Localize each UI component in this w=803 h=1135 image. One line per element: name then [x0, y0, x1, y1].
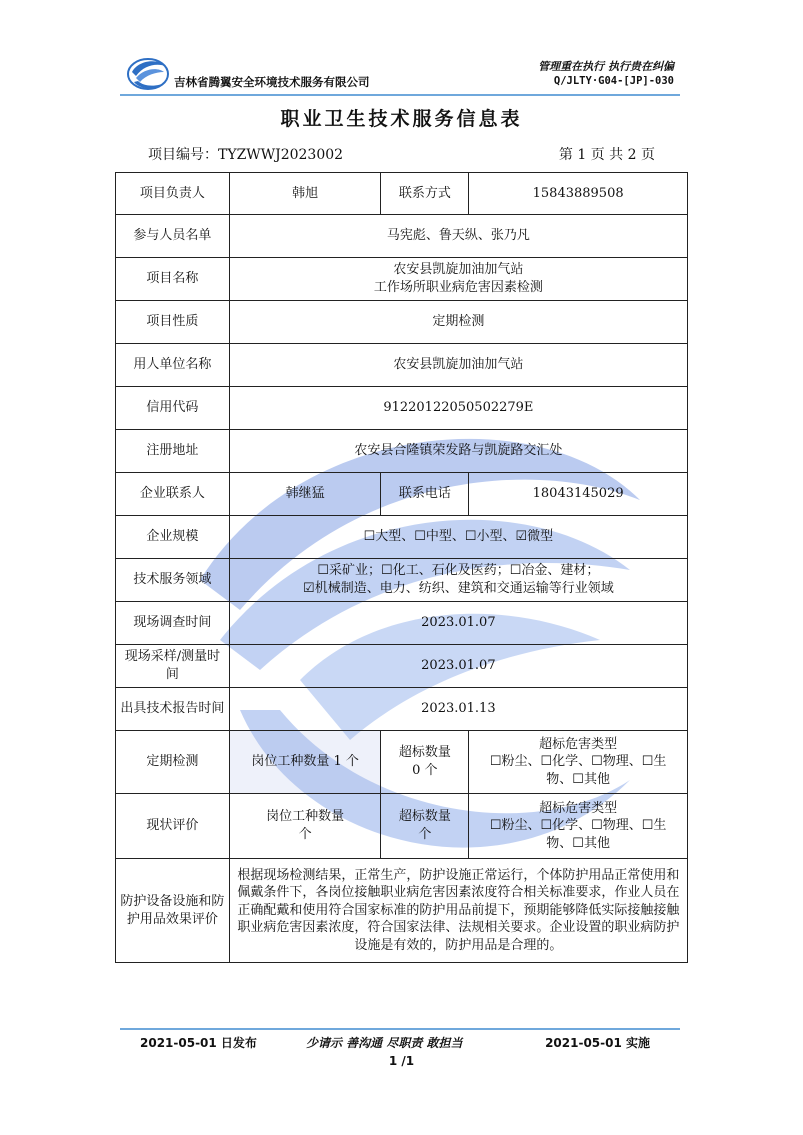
contact-phone-label: 联系电话 [381, 473, 469, 516]
document-code: Q/JLTY·G04-[JP]-030 [553, 75, 674, 87]
project-name-label: 项目名称 [116, 258, 230, 301]
status-eval-posts [229, 794, 381, 859]
status-eval-exceed [381, 794, 469, 859]
document-footer [120, 1034, 680, 1054]
footer-motto: 少请示 善沟通 尽职责 敢担当 [306, 1036, 463, 1050]
status-eval-label: 现状评价 [116, 794, 230, 859]
project-name-value [229, 258, 687, 301]
credit-value: 91220122050502279E [229, 387, 687, 430]
table-row [116, 173, 688, 215]
table-row [116, 387, 688, 430]
table-row [116, 473, 688, 516]
table-row [116, 794, 688, 859]
status-eval-hazard-line1: ☐粉尘、☐化学、☐物理、☐生 [489, 818, 667, 834]
domain-value [229, 559, 687, 602]
leader-contact-value: 15843889508 [469, 173, 688, 215]
employer-label: 用人单位名称 [116, 344, 230, 387]
address-value: 农安县合隆镇荣发路与凯旋路交汇处 [229, 430, 687, 473]
service-info-table [115, 172, 688, 963]
page-number: 1 /1 [388, 1054, 415, 1068]
table-row [116, 516, 688, 559]
members-label: 参与人员名单 [116, 215, 230, 258]
survey-time-label: 现场调查时间 [116, 602, 230, 645]
table-row [116, 602, 688, 645]
table-row [116, 258, 688, 301]
status-eval-hazard-line2: 物、☐其他 [546, 835, 610, 851]
employer-value: 农安县凯旋加油加气站 [229, 344, 687, 387]
periodic-posts: 岗位工种数量 1 个 [229, 731, 381, 794]
leader-label: 项目负责人 [116, 173, 230, 215]
protection-label: 防护设备设施和防护用品效果评价 [116, 859, 230, 963]
footer-divider [120, 1028, 680, 1030]
project-number: 项目编号：TYZWWJ2023002 [148, 147, 344, 163]
scale-label: 企业规模 [116, 516, 230, 559]
periodic-hazard-line2: 物、☐其他 [546, 771, 610, 787]
report-time-label: 出具技术报告时间 [116, 688, 230, 731]
company-name: 吉林省腾翼安全环境技术服务有限公司 [174, 75, 370, 89]
periodic-label: 定期检测 [116, 731, 230, 794]
table-row [116, 430, 688, 473]
contact-label: 企业联系人 [116, 473, 230, 516]
domain-line2: ☑机械制造、电力、纺织、建筑和交通运输等行业领域 [303, 581, 614, 596]
periodic-exceed-label: 超标数量 [398, 745, 451, 761]
table-row [116, 859, 688, 963]
page-title: 职业卫生技术服务信息表 [280, 108, 523, 130]
publish-date: 2021-05-01 日发布 [140, 1036, 257, 1050]
table-row [116, 301, 688, 344]
status-eval-posts-line1: 岗位工种数量 [266, 809, 345, 825]
status-eval-hazard [469, 794, 688, 859]
status-eval-posts-line2: 个 [298, 827, 312, 842]
status-eval-exceed-value: 个 [418, 827, 432, 842]
nature-value: 定期检测 [229, 301, 687, 344]
periodic-exceed [381, 731, 469, 794]
document-header [120, 50, 680, 98]
table-row [116, 731, 688, 794]
header-slogan: 管理重在执行 执行贵在纠偏 [538, 60, 674, 73]
domain-line1: ☐采矿业；☐化工、石化及医药；☐冶金、建材； [317, 563, 600, 579]
table-row [116, 688, 688, 731]
status-eval-hazard-title: 超标危害类型 [539, 800, 618, 816]
periodic-hazard-title: 超标危害类型 [539, 736, 618, 752]
contact-value: 韩继猛 [229, 473, 381, 516]
header-divider [120, 94, 680, 96]
sampling-time-label: 现场采样/测量时间 [116, 645, 230, 688]
project-name-line2: 工作场所职业病危害因素检测 [373, 280, 543, 295]
sampling-time-value: 2023.01.07 [229, 645, 687, 688]
periodic-exceed-value: 0 个 [412, 763, 438, 778]
project-name-line1: 农安县凯旋加油加气站 [393, 262, 524, 278]
scale-value: ☐大型、☐中型、☐小型、☑微型 [229, 516, 687, 559]
leader-contact-label: 联系方式 [381, 173, 469, 215]
credit-label: 信用代码 [116, 387, 230, 430]
table-row [116, 215, 688, 258]
report-time-value: 2023.01.13 [229, 688, 687, 731]
leader-value: 韩旭 [229, 173, 381, 215]
protection-value: 根据现场检测结果，正常生产，防护设施正常运行，个体防护用品正常使用和佩戴条件下，各岗位接触职业病危害因素浓度符合相关标准要求，作业人员在正确配戴和使用符合国家标准的防护用品前提下，预期能够降低实际接触接触职业病危害因素浓度，符合国家法律、法规相关要求。企业设置的职业病防护设施是有效的，防护用品是合理的。 [229, 859, 687, 963]
effective-date: 2021-05-01 实施 [545, 1036, 650, 1050]
address-label: 注册地址 [116, 430, 230, 473]
status-eval-exceed-label: 超标数量 [398, 809, 451, 825]
nature-label: 项目性质 [116, 301, 230, 344]
domain-label: 技术服务领域 [116, 559, 230, 602]
periodic-hazard [469, 731, 688, 794]
periodic-hazard-line1: ☐粉尘、☐化学、☐物理、☐生 [489, 754, 667, 770]
table-row [116, 344, 688, 387]
contact-phone-value: 18043145029 [469, 473, 688, 516]
table-row [116, 559, 688, 602]
company-wing-logo-icon [126, 54, 170, 92]
survey-time-value: 2023.01.07 [229, 602, 687, 645]
table-row [116, 645, 688, 688]
members-value: 马宪彪、鲁天纵、张乃凡 [229, 215, 687, 258]
page-indicator: 第 1 页 共 2 页 [558, 147, 655, 163]
